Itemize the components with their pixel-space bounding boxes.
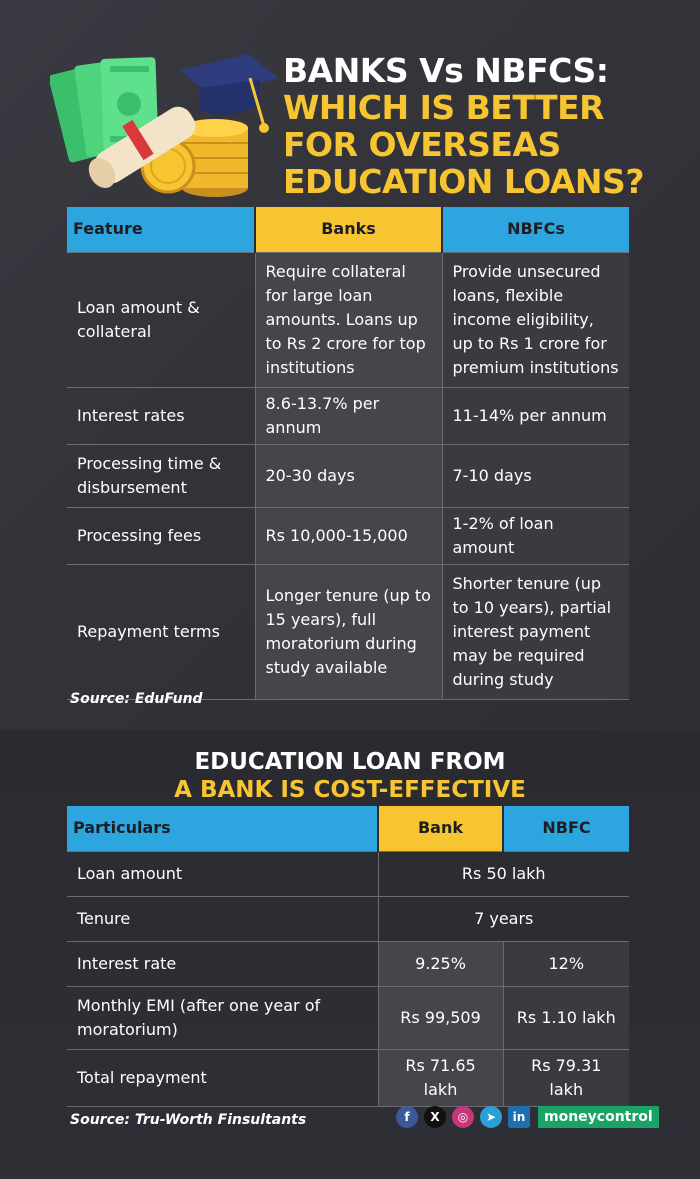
table-row [67,507,629,564]
source-truworth: Source: Tru-Worth Finsultants [70,1112,307,1128]
table-row [67,387,629,444]
table-row [67,1049,629,1106]
table-row [67,986,629,1049]
header-nbfc: NBFC [503,806,629,851]
interest-label: Interest rate [67,941,378,986]
emi-bank: Rs 99,509 [378,986,503,1049]
table-row [67,941,629,986]
section-subtitle [0,748,700,804]
feature-cell: Processing fees [67,507,255,564]
interest-bank: 9.25% [378,941,503,986]
header-bank: Bank [378,806,503,851]
emi-label: Monthly EMI (after one year of moratorium) [67,986,378,1049]
table-header-row [67,207,629,252]
title-line-2: WHICH IS BETTER [283,88,605,127]
title-line-1: BANKS Vs NBFCS: [283,51,609,90]
emi-nbfc: Rs 1.10 lakh [503,986,629,1049]
total-label: Total repayment [67,1049,378,1106]
loan-amount-label: Loan amount [67,851,378,896]
feature-cell: Repayment terms [67,564,255,699]
header-nbfcs: NBFCs [442,207,629,252]
table-row [67,444,629,507]
x-twitter-icon[interactable]: X [424,1106,446,1128]
table-row [67,564,629,699]
interest-nbfc: 12% [503,941,629,986]
feature-cell: Interest rates [67,387,255,444]
telegram-icon[interactable]: ➤ [480,1106,502,1128]
education-money-illustration [50,48,280,203]
tenure-value: 7 years [378,896,629,941]
total-nbfc: Rs 79.31 lakh [503,1049,629,1106]
table-row [67,252,629,387]
banks-cell: 8.6-13.7% per annum [255,387,442,444]
linkedin-icon[interactable]: in [508,1106,530,1128]
social-links [396,1106,659,1128]
header-particulars: Particulars [67,806,378,851]
moneycontrol-logo: moneycontrol [538,1106,659,1128]
table-row [67,851,629,896]
banks-cell: Rs 10,000-15,000 [255,507,442,564]
loan-amount-value: Rs 50 lakh [378,851,629,896]
instagram-icon[interactable]: ◎ [452,1106,474,1128]
banks-vs-nbfcs-table [67,207,629,700]
nbfcs-cell: Shorter tenure (up to 10 years), partial interest payment may be required during study [442,564,629,699]
banks-cell: 20-30 days [255,444,442,507]
nbfcs-cell: Provide unsecured loans, flexible income eligibility, up to Rs 1 crore for premium institutions [442,252,629,387]
header-feature: Feature [67,207,255,252]
total-bank: Rs 71.65 lakh [378,1049,503,1106]
nbfcs-cell: 7-10 days [442,444,629,507]
header-banks: Banks [255,207,442,252]
title-line-3: FOR OVERSEAS [283,125,561,164]
banks-cell: Longer tenure (up to 15 years), full moratorium during study available [255,564,442,699]
subtitle-line-1: EDUCATION LOAN FROM [194,749,506,775]
banks-cell: Require collateral for large loan amounts. Loans up to Rs 2 crore for top institutions [255,252,442,387]
subtitle-line-2: A BANK IS COST-EFFECTIVE [174,777,526,803]
nbfcs-cell: 1-2% of loan amount [442,507,629,564]
source-edufund: Source: EduFund [70,691,203,707]
page-title [283,52,683,200]
cost-comparison-table [67,806,629,1107]
facebook-icon[interactable]: f [396,1106,418,1128]
tenure-label: Tenure [67,896,378,941]
title-line-4: EDUCATION LOANS? [283,162,644,201]
table-row [67,896,629,941]
table-header-row [67,806,629,851]
feature-cell: Loan amount & collateral [67,252,255,387]
nbfcs-cell: 11-14% per annum [442,387,629,444]
feature-cell: Processing time & disbursement [67,444,255,507]
